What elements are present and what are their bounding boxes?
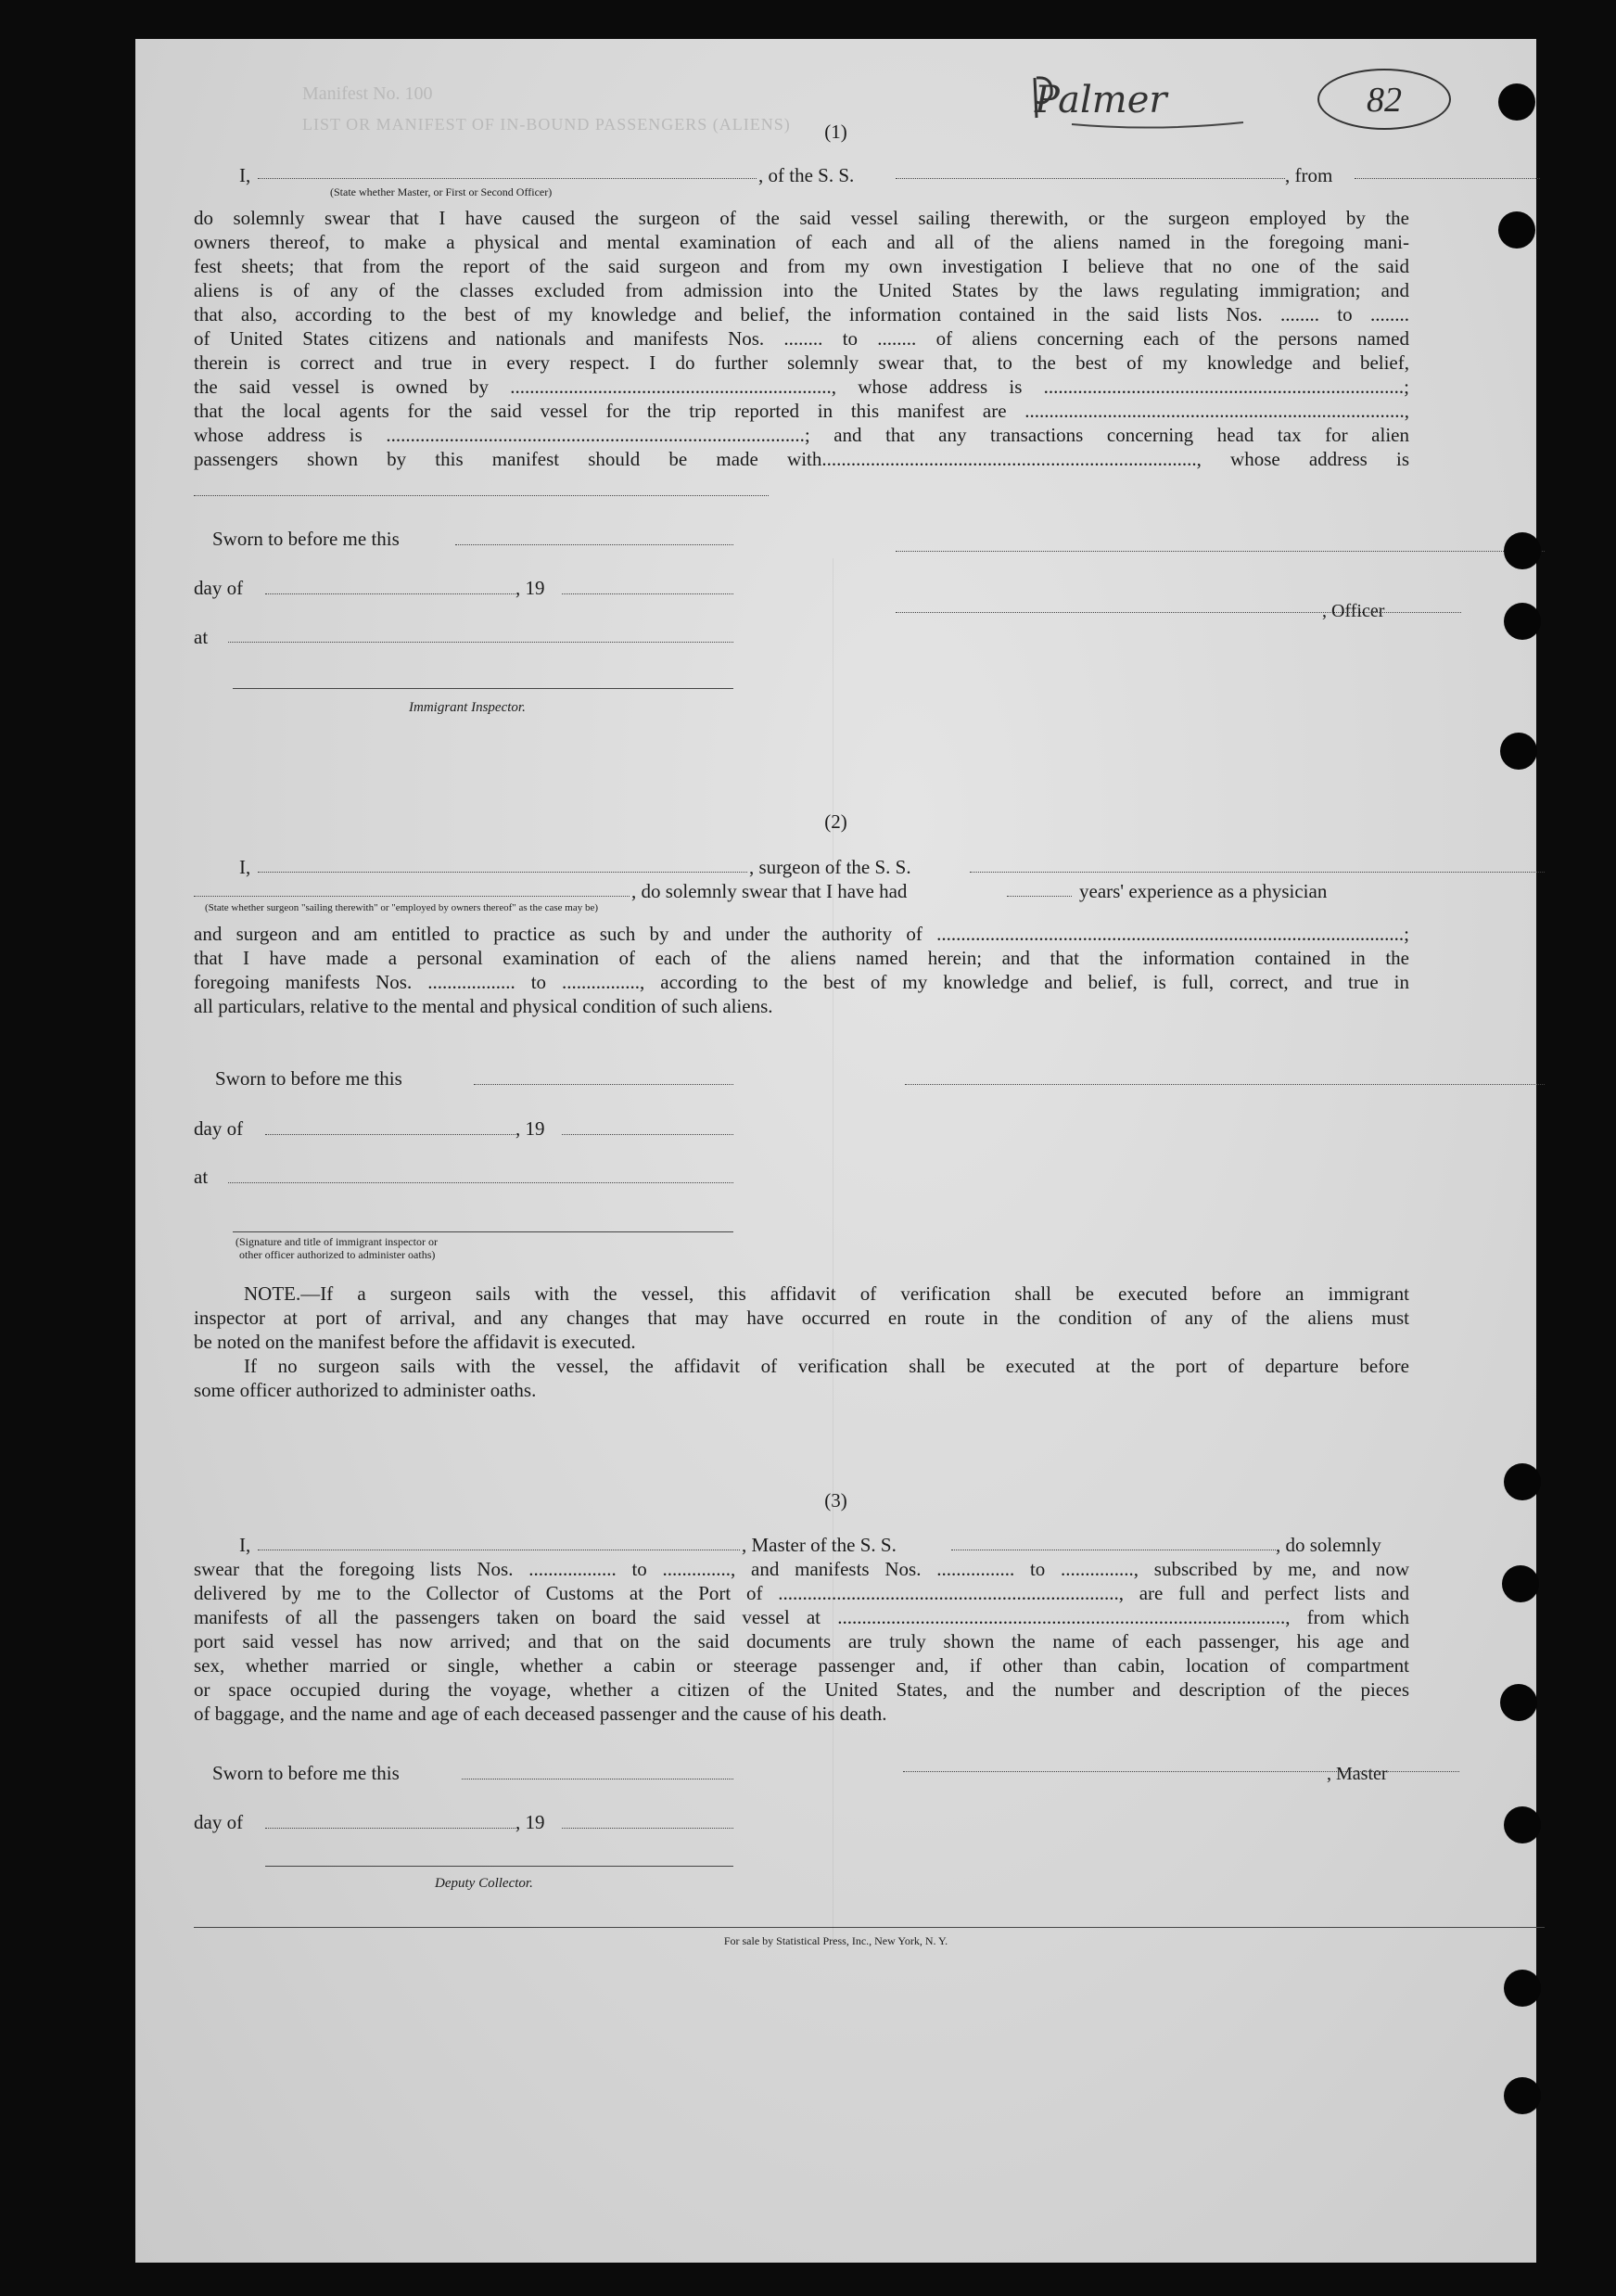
s1-body-line: owners thereof, to make a physical and mental examination of each and all of the aliens named in the foregoing mani- xyxy=(194,231,1409,253)
s2-years-label: years' experience as a physician xyxy=(1079,880,1328,902)
s2-at-line xyxy=(228,1182,733,1183)
s1-year-line xyxy=(562,593,733,594)
section-1-number: (1) xyxy=(824,121,847,143)
s2-year-label: , 19 xyxy=(515,1117,545,1140)
note-line: some officer authorized to administer oaths. xyxy=(194,1379,537,1401)
binder-hole xyxy=(1498,211,1535,249)
s2-body-line: all particulars, relative to the mental and physical condition of such aliens. xyxy=(194,995,773,1017)
binder-hole xyxy=(1504,1806,1541,1843)
s2-body-line: foregoing manifests Nos. .................. to ................, according to the best of my knowledge and belief, is full, correct, and true in xyxy=(194,971,1409,993)
s1-body-line: that the local agents for the said vessel for the trip reported in this manifest are .............................................................................., xyxy=(194,400,1409,422)
s2-sig-caption-2: other officer authorized to administer oaths) xyxy=(239,1248,436,1261)
s1-at-line xyxy=(228,642,733,643)
binder-hole xyxy=(1504,603,1541,640)
s1-inspector-caption: Immigrant Inspector. xyxy=(409,700,526,715)
s3-body-line: delivered by me to the Collector of Customs at the Port of ......................................................................, are full and perfect lists and xyxy=(194,1582,1409,1604)
s1-body-line: passengers shown by this manifest should be made with............................................................................., whose address is xyxy=(194,448,1409,470)
s1-i-label: I, xyxy=(239,164,251,186)
s2-signature-line xyxy=(905,1084,1545,1085)
s3-day-line xyxy=(265,1828,515,1829)
s3-body-line: port said vessel has now arrived; and that on the said documents are truly shown the name of each passenger, his age and xyxy=(194,1630,1409,1652)
s3-collector-line xyxy=(265,1866,733,1867)
s2-surgeon-label: , surgeon of the S. S. xyxy=(749,856,911,878)
s1-of-ss-label: , of the S. S. xyxy=(758,164,855,186)
s2-swear-label: , do solemnly swear that I have had xyxy=(631,880,908,902)
s1-from-line xyxy=(1355,178,1540,179)
s2-years-line xyxy=(1007,896,1072,897)
s2-sig-caption-1: (Signature and title of immigrant inspector or xyxy=(235,1235,438,1248)
binder-hole xyxy=(1498,83,1535,121)
s1-body-line: aliens is of any of the classes excluded from admission into the United States by the laws regulating immigration; and xyxy=(194,279,1409,301)
s2-year-line xyxy=(562,1134,733,1135)
binder-hole xyxy=(1500,733,1537,770)
s1-sworn-label: Sworn to before me this xyxy=(212,528,400,550)
note-line: NOTE.—If a surgeon sails with the vessel, this affidavit of verification shall be executed before an immigrant xyxy=(244,1282,1409,1305)
s2-at-label: at xyxy=(194,1166,209,1188)
s1-body-line: do solemnly swear that I have caused the surgeon of the said vessel sailing therewith, or the surgeon employed by the xyxy=(194,207,1409,229)
s1-at-label: at xyxy=(194,626,209,648)
note-line: If no surgeon sails with the vessel, the affidavit of verification shall be executed at the port of departure before xyxy=(244,1355,1409,1377)
s1-officer-label: , Officer xyxy=(1322,601,1385,621)
s2-body-line: and surgeon and am entitled to practice as such by and under the authority of ................................................................................................; xyxy=(194,923,1409,945)
s3-year-line xyxy=(562,1828,733,1829)
s1-ship-line xyxy=(896,178,1285,179)
s3-master-label-2: , Master xyxy=(1327,1764,1388,1784)
s1-address-line xyxy=(194,495,769,496)
s1-from-label: , from xyxy=(1285,164,1333,186)
page-number-text: 82 xyxy=(1367,81,1402,120)
s3-body-line: sex, whether married or single, whether a cabin or steerage passenger and, if other than cabin, location of compartment xyxy=(194,1654,1409,1677)
s1-year-label: , 19 xyxy=(515,577,545,599)
s3-day-of-label: day of xyxy=(194,1811,244,1833)
s1-officer-caption: (State whether Master, or First or Second Officer) xyxy=(330,185,553,198)
form-page xyxy=(135,39,1536,2263)
s1-inspector-line xyxy=(233,688,733,689)
s1-body-line: that also, according to the best of my knowledge and belief, the information contained in the said lists Nos. ........ to ........ xyxy=(194,303,1409,325)
s3-sworn-label: Sworn to before me this xyxy=(212,1762,400,1784)
s1-day-line xyxy=(265,593,515,594)
note-line: be noted on the manifest before the affidavit is executed. xyxy=(194,1331,636,1353)
s3-body-line: or space occupied during the voyage, whether a citizen of the United States, and the number and description of the pieces xyxy=(194,1678,1409,1701)
s2-day-of-label: day of xyxy=(194,1117,244,1140)
s2-capacity-caption: (State whether surgeon "sailing therewith" or "employed by owners thereof" as the case may be) xyxy=(205,902,599,913)
faint-manifest-title: LIST OR MANIFEST OF IN-BOUND PASSENGERS (ALIENS) xyxy=(302,115,791,134)
s1-officer-signature-line xyxy=(896,551,1545,552)
s1-sworn-line xyxy=(455,544,733,545)
binder-hole xyxy=(1500,1684,1537,1721)
binder-hole xyxy=(1504,1970,1541,2007)
s2-i-label: I, xyxy=(239,856,251,878)
s3-body-line: swear that the foregoing lists Nos. .................. to .............., and manifests Nos. ................ to ..............., subscribed by me, and now xyxy=(194,1558,1409,1580)
binder-hole xyxy=(1504,1463,1541,1500)
binder-hole xyxy=(1502,1565,1539,1602)
s2-body-line: that I have made a personal examination of each of the aliens named herein; and that the information contained in the xyxy=(194,947,1409,969)
section-3-number: (3) xyxy=(824,1489,847,1512)
binder-hole xyxy=(1504,532,1541,569)
s1-body-line: fest sheets; that from the report of the said surgeon and from my own investigation I believe that no one of the said xyxy=(194,255,1409,277)
faint-manifest-number: Manifest No. 100 xyxy=(302,83,433,104)
s1-body-line: whose address is ......................................................................................; and that any transactions concerning head tax for alien xyxy=(194,424,1409,446)
note-line: inspector at port of arrival, and any changes that may have occurred en route in the condition of any of the aliens must xyxy=(194,1307,1409,1329)
footer-rule xyxy=(194,1927,1545,1928)
s3-master-label: , Master of the S. S. xyxy=(742,1534,897,1556)
s1-body-line: therein is correct and true in every respect. I do further solemnly swear that, to the best of my knowledge and belief, xyxy=(194,351,1409,374)
binder-hole xyxy=(1504,2077,1541,2114)
s3-body-line: of baggage, and the name and age of each deceased passenger and the cause of his death. xyxy=(194,1703,887,1725)
s2-sworn-label: Sworn to before me this xyxy=(215,1067,402,1090)
s1-body-line: of United States citizens and nationals and manifests Nos. ........ to ........ of aliens concerning each of the persons named xyxy=(194,327,1409,350)
s3-swear-label: , do solemnly xyxy=(1276,1534,1381,1556)
printer-credit: For sale by Statistical Press, Inc., New York, N. Y. xyxy=(723,1934,948,1947)
s3-collector-caption: Deputy Collector. xyxy=(435,1876,533,1891)
s3-i-label: I, xyxy=(239,1534,251,1556)
section-2-number: (2) xyxy=(824,810,847,833)
handwritten-name: Palmer xyxy=(1035,79,1167,121)
s2-sworn-line xyxy=(474,1084,733,1085)
s1-day-of-label: day of xyxy=(194,577,244,599)
s2-capacity-line xyxy=(194,896,630,897)
s3-body-line: manifests of all the passengers taken on board the said vessel at ............................................................................................, from which xyxy=(194,1606,1409,1628)
s2-ship-line xyxy=(970,872,1545,873)
s2-day-line xyxy=(265,1134,515,1135)
s2-inspector-line xyxy=(233,1231,733,1232)
s2-surgeon-name-line xyxy=(258,872,747,873)
s1-officer-line xyxy=(258,178,757,179)
s1-body-line: the said vessel is owned by .................................................................., whose address is ..........................................................................; xyxy=(194,376,1409,398)
s3-year-label: , 19 xyxy=(515,1811,545,1833)
